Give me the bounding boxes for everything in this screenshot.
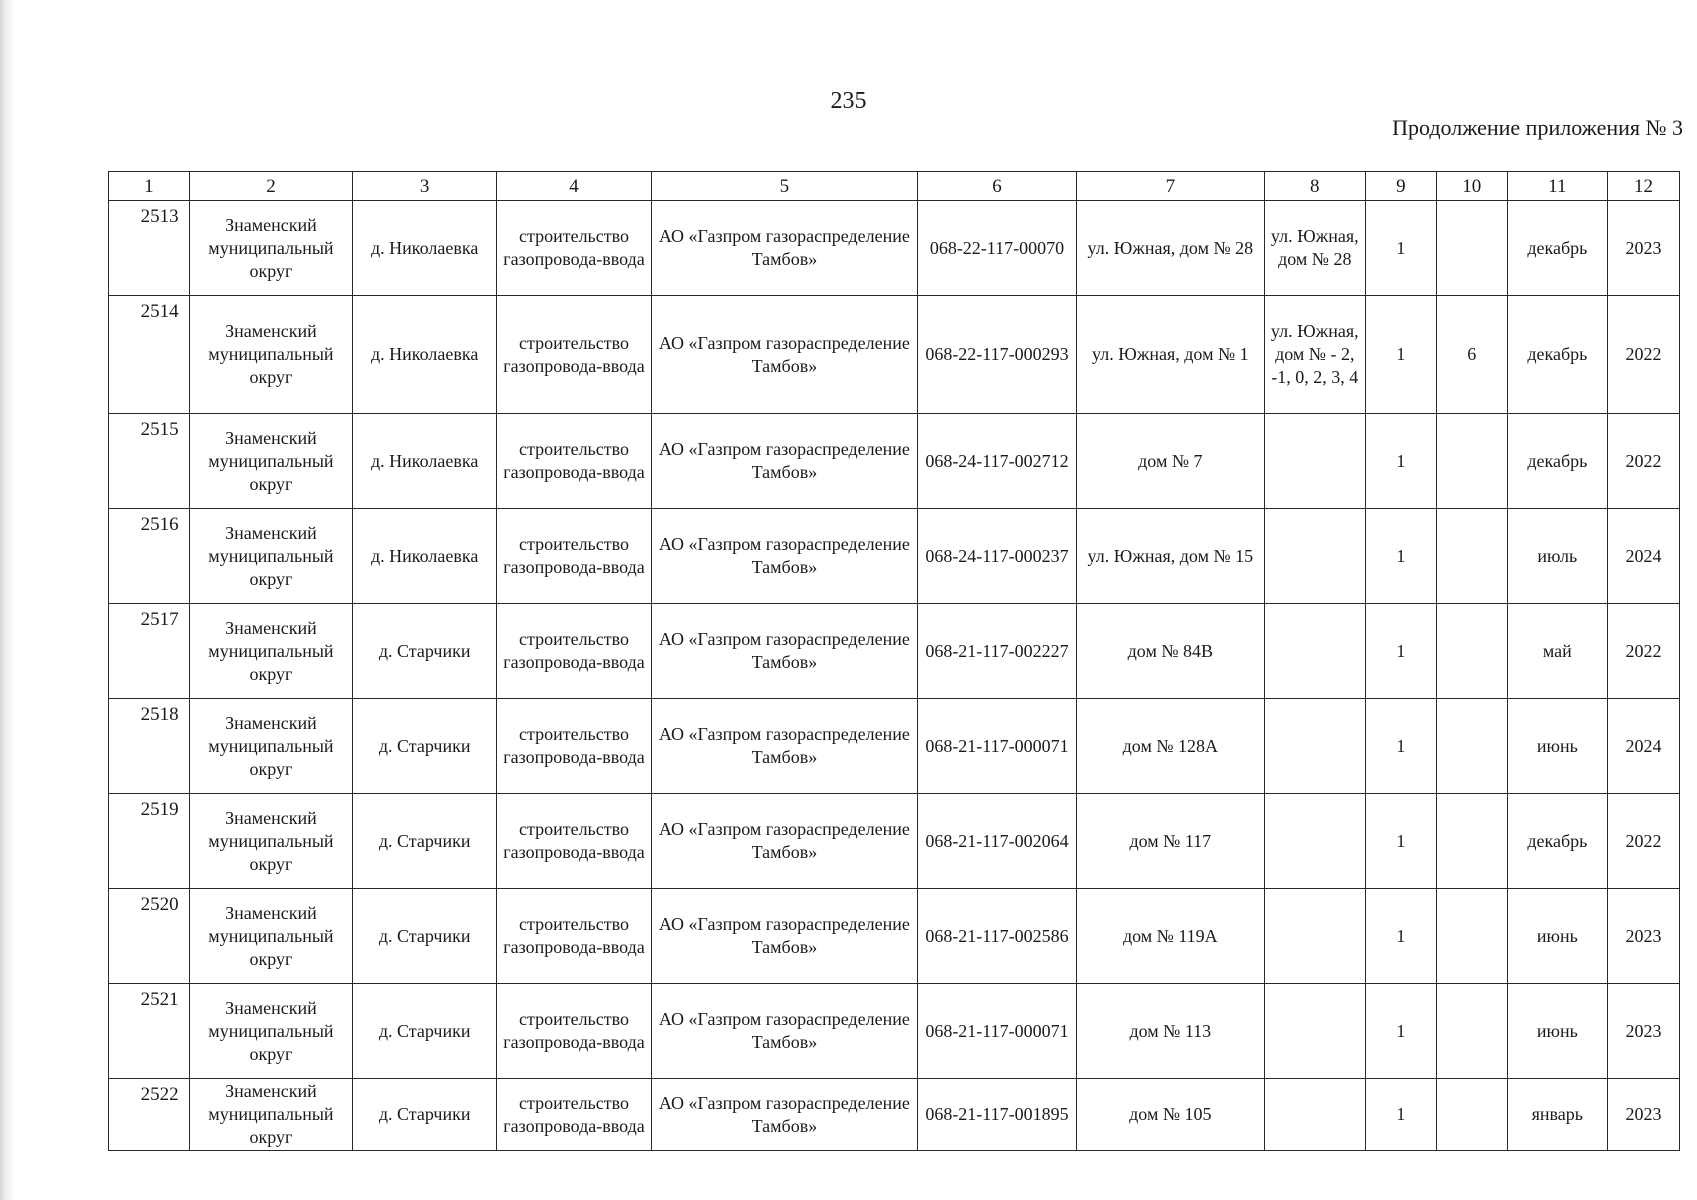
cell-count-col10 [1436,984,1507,1079]
cell-year: 2022 [1607,794,1679,889]
cell-row-number: 2519 [109,794,190,889]
cell-object-code: 068-21-117-001895 [917,1079,1076,1151]
cell-address: дом № 84В [1077,604,1265,699]
cell-address-detail [1264,794,1365,889]
cell-month: июль [1507,509,1607,604]
cell-settlement: д. Старчики [353,604,497,699]
cell-count-col10 [1436,889,1507,984]
cell-address-detail [1264,889,1365,984]
cell-month: декабрь [1507,794,1607,889]
cell-settlement: д. Николаевка [353,201,497,296]
cell-organization: АО «Газпром газораспределение Тамбов» [651,509,917,604]
cell-settlement: д. Старчики [353,699,497,794]
cell-object-code: 068-21-117-002064 [917,794,1076,889]
cell-municipality: Знаменский муниципальный округ [189,1079,353,1151]
cell-address: ул. Южная, дом № 1 [1077,296,1265,414]
table-row [109,201,1680,296]
cell-work-type: строительство газопровода-ввода [497,1079,652,1151]
cell-object-code: 068-22-117-000293 [917,296,1076,414]
cell-address-detail [1264,984,1365,1079]
cell-count-col9: 1 [1365,604,1436,699]
cell-organization: АО «Газпром газораспределение Тамбов» [651,414,917,509]
cell-settlement: д. Старчики [353,889,497,984]
cell-address-detail [1264,509,1365,604]
cell-address-detail: ул. Южная, дом № 28 [1264,201,1365,296]
column-number-row [109,172,1680,201]
cell-count-col9: 1 [1365,296,1436,414]
cell-count-col10 [1436,509,1507,604]
cell-work-type: строительство газопровода-ввода [497,509,652,604]
cell-count-col9: 1 [1365,699,1436,794]
cell-municipality: Знаменский муниципальный округ [189,296,353,414]
cell-row-number: 2520 [109,889,190,984]
cell-work-type: строительство газопровода-ввода [497,699,652,794]
cell-row-number: 2515 [109,414,190,509]
cell-row-number: 2516 [109,509,190,604]
column-header: 3 [353,172,497,201]
column-header: 2 [189,172,353,201]
column-header: 9 [1365,172,1436,201]
table-row [109,889,1680,984]
column-header: 1 [109,172,190,201]
cell-organization: АО «Газпром газораспределение Тамбов» [651,1079,917,1151]
cell-organization: АО «Газпром газораспределение Тамбов» [651,699,917,794]
cell-count-col9: 1 [1365,509,1436,604]
cell-year: 2024 [1607,509,1679,604]
cell-year: 2024 [1607,699,1679,794]
cell-organization: АО «Газпром газораспределение Тамбов» [651,201,917,296]
cell-work-type: строительство газопровода-ввода [497,889,652,984]
cell-object-code: 068-21-117-000071 [917,699,1076,794]
table-row [109,794,1680,889]
cell-month: январь [1507,1079,1607,1151]
cell-count-col10: 6 [1436,296,1507,414]
table-row [109,699,1680,794]
column-header: 12 [1607,172,1679,201]
column-header: 8 [1264,172,1365,201]
column-header: 5 [651,172,917,201]
scan-edge [0,0,14,1200]
cell-organization: АО «Газпром газораспределение Тамбов» [651,889,917,984]
cell-count-col9: 1 [1365,1079,1436,1151]
cell-address: дом № 105 [1077,1079,1265,1151]
column-header: 7 [1077,172,1265,201]
cell-settlement: д. Старчики [353,984,497,1079]
cell-row-number: 2518 [109,699,190,794]
page-number: 235 [830,88,867,114]
cell-count-col10 [1436,604,1507,699]
cell-address: дом № 119А [1077,889,1265,984]
cell-organization: АО «Газпром газораспределение Тамбов» [651,984,917,1079]
cell-organization: АО «Газпром газораспределение Тамбов» [651,604,917,699]
cell-organization: АО «Газпром газораспределение Тамбов» [651,296,917,414]
cell-month: декабрь [1507,201,1607,296]
cell-count-col10 [1436,699,1507,794]
table-row [109,984,1680,1079]
cell-object-code: 068-21-117-002227 [917,604,1076,699]
cell-count-col9: 1 [1365,794,1436,889]
appendix-continuation-note: Продолжение приложения № 3 [1392,115,1683,140]
cell-year: 2023 [1607,984,1679,1079]
cell-object-code: 068-21-117-002586 [917,889,1076,984]
table-row [109,1079,1680,1151]
cell-row-number: 2522 [109,1079,190,1151]
cell-month: июнь [1507,984,1607,1079]
registry-table [108,171,1680,1151]
cell-year: 2022 [1607,296,1679,414]
cell-settlement: д. Николаевка [353,296,497,414]
cell-count-col10 [1436,1079,1507,1151]
cell-row-number: 2521 [109,984,190,1079]
cell-organization: АО «Газпром газораспределение Тамбов» [651,794,917,889]
cell-row-number: 2517 [109,604,190,699]
cell-work-type: строительство газопровода-ввода [497,604,652,699]
cell-work-type: строительство газопровода-ввода [497,296,652,414]
cell-object-code: 068-22-117-00070 [917,201,1076,296]
cell-month: декабрь [1507,296,1607,414]
cell-year: 2022 [1607,604,1679,699]
cell-municipality: Знаменский муниципальный округ [189,604,353,699]
table-row [109,604,1680,699]
cell-settlement: д. Николаевка [353,414,497,509]
column-header: 6 [917,172,1076,201]
cell-address: дом № 128А [1077,699,1265,794]
cell-object-code: 068-24-117-000237 [917,509,1076,604]
cell-address: дом № 117 [1077,794,1265,889]
column-header: 11 [1507,172,1607,201]
cell-month: июнь [1507,699,1607,794]
column-header: 4 [497,172,652,201]
cell-month: май [1507,604,1607,699]
cell-address-detail [1264,414,1365,509]
cell-settlement: д. Николаевка [353,509,497,604]
cell-count-col10 [1436,794,1507,889]
cell-municipality: Знаменский муниципальный округ [189,509,353,604]
cell-address: ул. Южная, дом № 28 [1077,201,1265,296]
cell-settlement: д. Старчики [353,1079,497,1151]
cell-address: ул. Южная, дом № 15 [1077,509,1265,604]
cell-count-col9: 1 [1365,984,1436,1079]
cell-row-number: 2513 [109,201,190,296]
cell-address: дом № 113 [1077,984,1265,1079]
cell-address-detail [1264,699,1365,794]
cell-work-type: строительство газопровода-ввода [497,201,652,296]
cell-object-code: 068-21-117-000071 [917,984,1076,1079]
cell-work-type: строительство газопровода-ввода [497,794,652,889]
cell-count-col9: 1 [1365,889,1436,984]
cell-municipality: Знаменский муниципальный округ [189,414,353,509]
cell-municipality: Знаменский муниципальный округ [189,699,353,794]
cell-address-detail: ул. Южная, дом № - 2, -1, 0, 2, 3, 4 [1264,296,1365,414]
cell-municipality: Знаменский муниципальный округ [189,201,353,296]
cell-year: 2023 [1607,889,1679,984]
cell-year: 2023 [1607,1079,1679,1151]
cell-address-detail [1264,604,1365,699]
table-row [109,414,1680,509]
cell-month: июнь [1507,889,1607,984]
cell-count-col10 [1436,414,1507,509]
cell-address: дом № 7 [1077,414,1265,509]
table-row [109,509,1680,604]
table-body [109,201,1680,1151]
cell-work-type: строительство газопровода-ввода [497,414,652,509]
cell-municipality: Знаменский муниципальный округ [189,889,353,984]
cell-count-col9: 1 [1365,201,1436,296]
cell-address-detail [1264,1079,1365,1151]
cell-month: декабрь [1507,414,1607,509]
cell-object-code: 068-24-117-002712 [917,414,1076,509]
cell-count-col10 [1436,201,1507,296]
table-row [109,296,1680,414]
cell-work-type: строительство газопровода-ввода [497,984,652,1079]
cell-municipality: Знаменский муниципальный округ [189,794,353,889]
cell-year: 2023 [1607,201,1679,296]
cell-municipality: Знаменский муниципальный округ [189,984,353,1079]
cell-count-col9: 1 [1365,414,1436,509]
cell-settlement: д. Старчики [353,794,497,889]
column-header: 10 [1436,172,1507,201]
cell-row-number: 2514 [109,296,190,414]
cell-year: 2022 [1607,414,1679,509]
